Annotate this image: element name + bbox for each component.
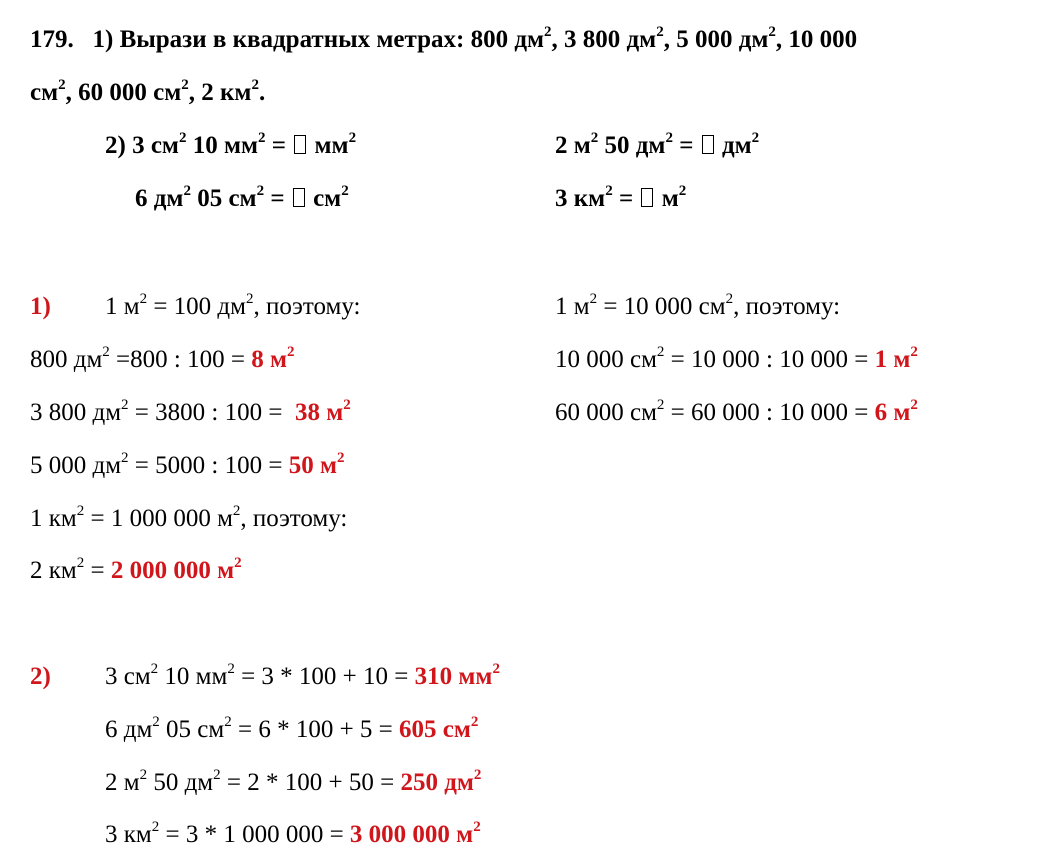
task-number: 179. — [30, 26, 74, 53]
solution-answer: 6 $м^2$ — [874, 397, 918, 426]
solution-text: 1 $м^2 = 100$ $дм^2$, поэтому: — [105, 291, 361, 320]
part1-text: Вырази в квадратных метрах: 800 $дм^2$, 3 800 $дм^2$, 5 000 $дм^2$, 10 000 — [119, 24, 858, 53]
solution-text: 2 $м^2$ 50 $дм^2 = 2 * 100 + 50$ = — [105, 767, 395, 796]
part2-row-c — [135, 184, 349, 214]
solution-text: 1 $м^2 = 10$ 000 $см^2$, поэтому: — [555, 291, 841, 320]
p2-b-left: 2 $м^2$ 50 $дм^2$ = — [555, 130, 694, 159]
solution1-left-line — [30, 451, 344, 481]
solution2-line — [105, 662, 500, 692]
p2-d-right: $м^2$ — [661, 183, 687, 212]
solution2-line — [105, 820, 481, 850]
solution-answer: 2 000 000 $м^2$ — [110, 555, 242, 584]
solution-answer: 310 $мм^2$ — [414, 661, 500, 690]
solution-text: 6 $дм^2$ 05 $см^2 = 6 * 100 + 5$ = — [105, 714, 393, 743]
solution2-line — [105, 768, 481, 798]
solution-answer: 8 $м^2$ — [251, 344, 295, 373]
part2-label: 2) — [105, 132, 126, 159]
solution1-right-line — [555, 292, 840, 322]
solution-text: 10 000 $см^2 = 10$ 000 : 10 000 = — [555, 344, 869, 373]
solution-text: 800 $дм^2 =800$ : 100 = — [30, 344, 245, 373]
solution-answer: 1 $м^2$ — [874, 344, 918, 373]
solution1-right-line — [555, 345, 918, 375]
part1-label: 1) — [92, 26, 114, 53]
p2-a-left: 3 $см^2$ 10 $мм^2$ = — [132, 130, 287, 159]
solution-text: 2 $км^2$ = — [30, 555, 105, 584]
solution-answer: 3 000 000 $м^2$ — [349, 819, 481, 848]
part2-row-a — [105, 131, 356, 161]
solution1-left-line — [30, 556, 242, 586]
part2-row-b — [555, 131, 759, 161]
solution1-left-line — [30, 504, 347, 534]
p2-d-left: 3 $км^2$ = — [555, 183, 634, 212]
p2-b-right: $дм^2$ — [721, 130, 760, 159]
solution-answer: 605 $см^2$ — [399, 714, 479, 743]
solution1-right-line — [555, 398, 918, 428]
solution-answer: 250 $дм^2$ — [400, 767, 482, 796]
blank-box-icon — [294, 135, 306, 154]
solution2-line — [105, 715, 478, 745]
solution1-label: 1) — [30, 293, 51, 320]
p2-c-left: 6 $дм^2$ 05 $см^2$ = — [135, 183, 285, 212]
p2-a-right: $мм^2$ — [314, 130, 357, 159]
solution-text: 60 000 $см^2 = 60$ 000 : 10 000 = — [555, 397, 869, 426]
solution-text: 3 $см^2$ 10 $мм^2 = 3 * 100 + 10$ = — [105, 661, 409, 690]
blank-box-icon — [293, 188, 305, 207]
solution-text: 3 800 $дм^2 = 3800$ : 100 = — [30, 397, 283, 426]
task-header — [30, 25, 857, 55]
solution-text: 3 $км^2 = 3 * 1$ 000 000 = — [105, 819, 344, 848]
blank-box-icon — [641, 188, 653, 207]
p2-c-right: $см^2$ — [313, 183, 349, 212]
solution-answer: 50 $м^2$ — [288, 450, 345, 479]
solution1-left-line — [30, 345, 294, 375]
blank-box-icon — [702, 135, 714, 154]
part1-continuation: $см^2$, 60 000 $см^2$, 2 $км^2$. — [30, 77, 266, 106]
solution-text: 5 000 $дм^2 = 5000$ : 100 = — [30, 450, 283, 479]
part2-row-d — [555, 184, 686, 214]
solution1-left-line — [30, 398, 351, 428]
solution2-label: 2) — [30, 663, 51, 690]
solution-text: 1 $км^2 = 1$ 000 000 $м^2$, поэтому: — [30, 503, 348, 532]
solution1-left-line — [105, 292, 360, 322]
solution-answer: 38 $м^2$ — [294, 397, 351, 426]
